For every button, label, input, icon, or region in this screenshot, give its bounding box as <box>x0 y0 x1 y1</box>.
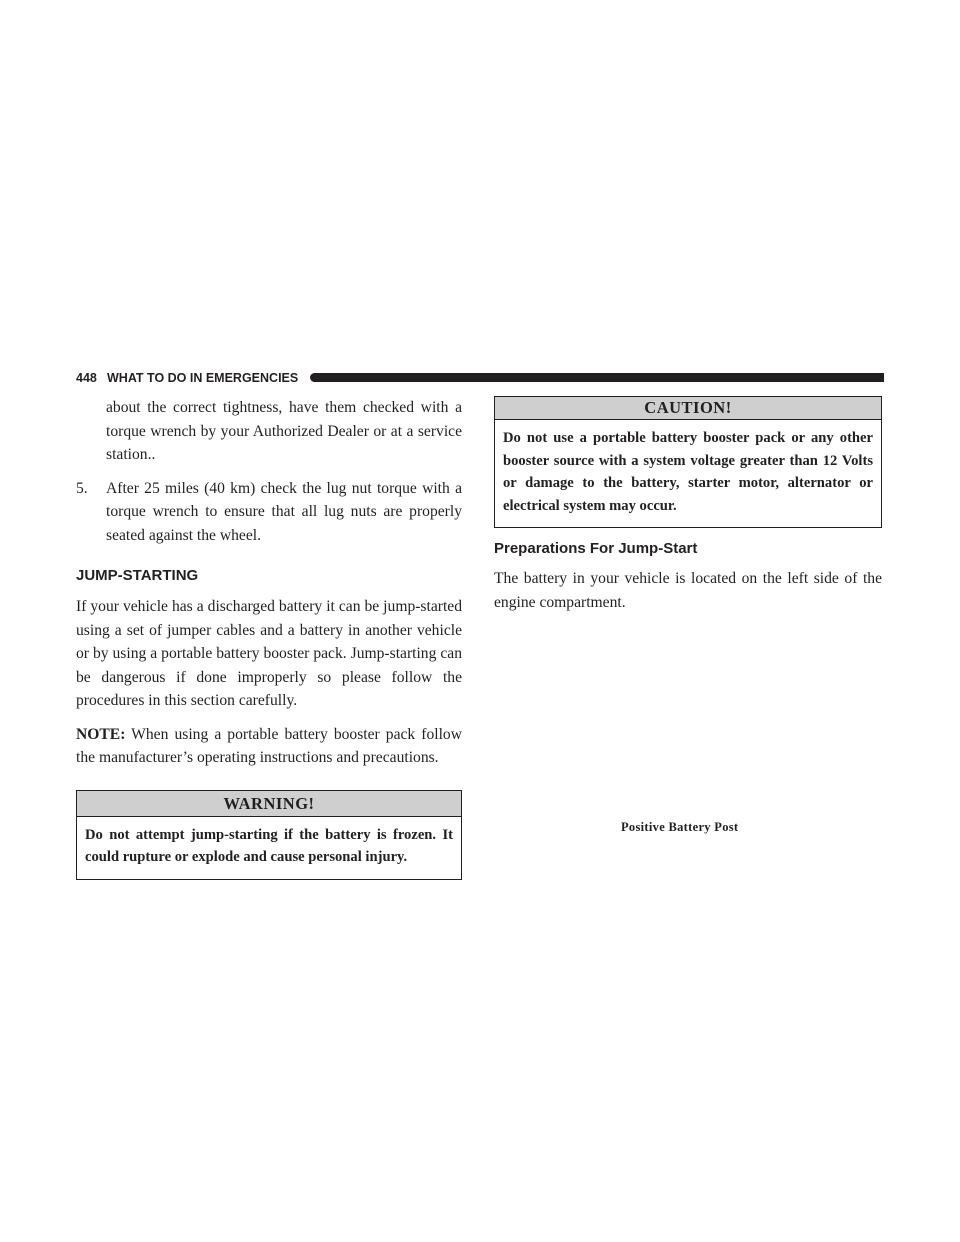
figure-caption: Positive Battery Post <box>621 820 739 834</box>
note-text: When using a portable battery booster pack follow the manufacturer’s operating instructions and precautions. <box>76 725 462 766</box>
jump-starting-paragraph: If your vehicle has a discharged battery it can be jump-started using a set of jumper cables and a battery in another vehicle or by using a portable battery booster pack. Jump-starting can be dangerous if done improperly so please follow the procedures in this section carefully. <box>76 598 462 709</box>
note-label: NOTE: <box>76 725 126 743</box>
header-rule-bar <box>310 373 884 382</box>
list-text: After 25 miles (40 km) check the lug nut torque with a torque wrench to ensure that all lug nuts are properly seated against the wheel. <box>106 479 462 544</box>
list-number: 5. <box>76 479 88 497</box>
warning-box <box>76 790 462 880</box>
caution-title: CAUTION! <box>495 397 881 420</box>
caution-box <box>494 396 882 528</box>
section-heading-jump-starting: JUMP-STARTING <box>76 567 199 584</box>
page-header <box>76 370 884 386</box>
continuation-paragraph: about the correct tightness, have them checked with a torque wrench by your Authorized Dealer or at a service station.. <box>106 399 462 463</box>
note-paragraph <box>76 723 462 770</box>
warning-title: WARNING! <box>77 791 461 817</box>
preparations-paragraph: The battery in your vehicle is located on the left side of the engine compartment. <box>494 570 882 611</box>
right-column <box>494 396 882 614</box>
running-section-title: WHAT TO DO IN EMERGENCIES <box>107 371 299 385</box>
list-item-step-5 <box>76 477 462 548</box>
left-column <box>76 396 462 880</box>
caution-text: Do not use a portable battery booster pack or any other booster source with a system voltage greater than 12 Volts or damage to the battery, starter motor, alternator or electrical system may occur. <box>503 430 873 514</box>
subsection-heading-preparations: Preparations For Jump-Start <box>494 540 698 557</box>
page-number: 448 <box>76 371 97 385</box>
warning-text: Do not attempt jump-starting if the battery is frozen. It could rupture or explode and cause personal injury. <box>85 826 453 865</box>
